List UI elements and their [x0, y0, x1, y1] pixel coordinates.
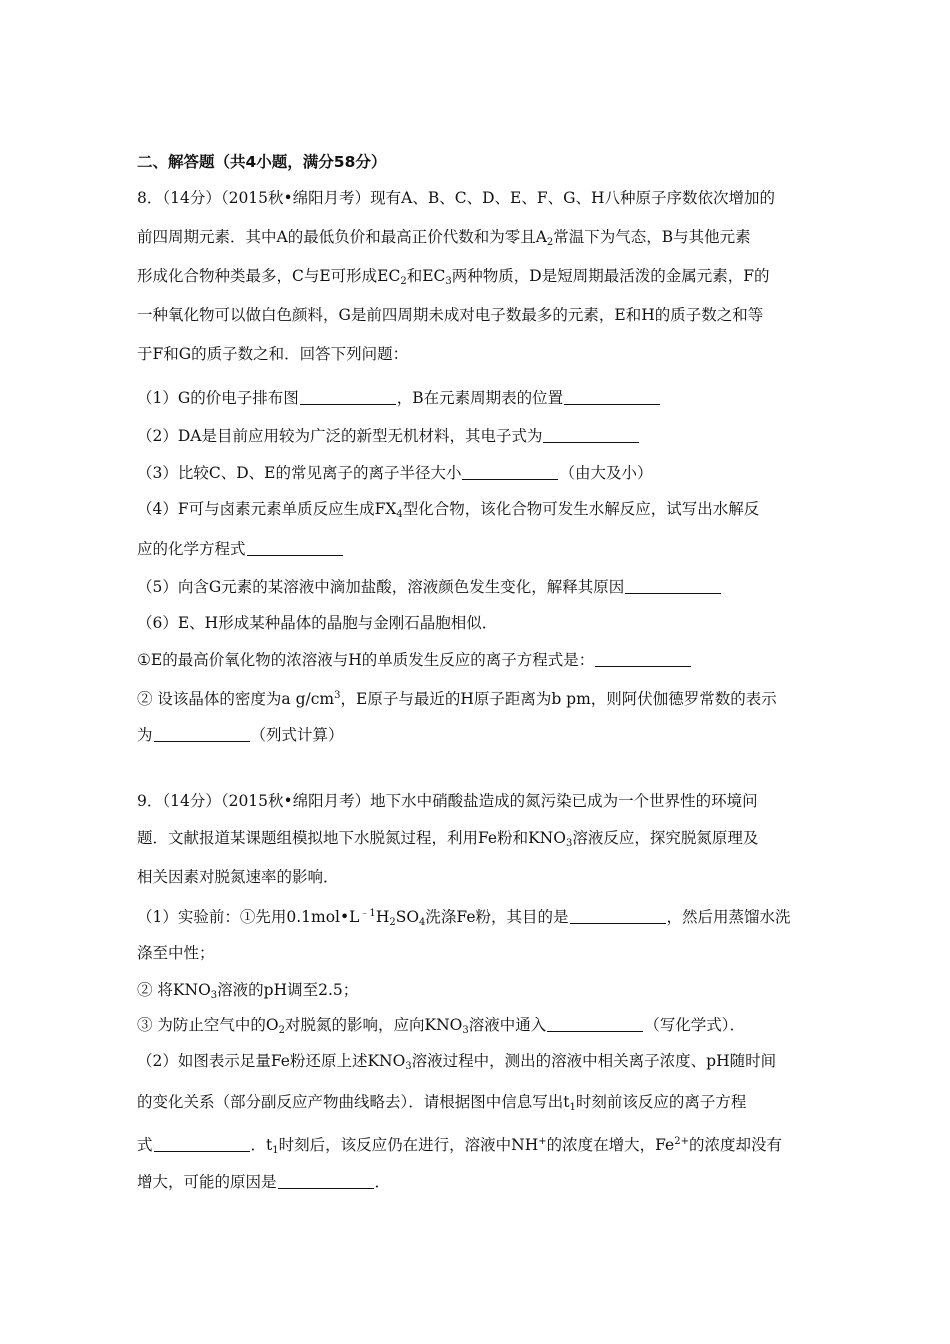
q9-sub-2-cont3 — [137, 1171, 390, 1193]
subscript: 2 — [389, 917, 396, 928]
answer-blank[interactable] — [595, 650, 691, 667]
q8-sub-6-1 — [137, 649, 692, 671]
q9-text: ③ 为防止空气中的O — [137, 1016, 279, 1034]
q8-text: 常温下为气态，B与其他元素 — [553, 228, 751, 246]
subscript: 3 — [210, 990, 218, 1001]
q9-text: H — [375, 908, 390, 926]
q9-sub-1-2 — [137, 979, 358, 1007]
q9-text: 时刻前该反应的离子方程 — [575, 1093, 747, 1111]
q9-text: 式 — [137, 1136, 153, 1154]
q9-text: 时刻后，该反应仍在进行，溶液中NH — [278, 1136, 539, 1154]
subscript: 2 — [400, 276, 407, 287]
answer-blank[interactable] — [462, 463, 558, 480]
q8-line-2 — [137, 226, 751, 254]
answer-blank[interactable] — [543, 426, 639, 443]
q8-text: （2）DA是目前应用较为广泛的新型无机材料，其电子式为 — [137, 427, 543, 445]
q9-sub-1-cont — [137, 942, 215, 964]
q9-text: 对脱氮的影响，应向KNO — [285, 1016, 463, 1034]
q9-text: 9．（14分）（2015秋•绵阳月考）地下水中硝酸盐造成的氮污染已成为一个世界性的环境问 — [137, 792, 758, 810]
subscript: 3 — [462, 1025, 469, 1036]
q9-text: 的变化关系（部分副反应产物曲线略去）．请根据图中信息写出t — [137, 1093, 570, 1111]
q9-text: 增大，可能的原因是 — [137, 1173, 277, 1191]
q9-text: 涤至中性； — [137, 944, 215, 962]
superscript: 3 — [334, 690, 341, 701]
q8-sub-6-2-cont — [137, 724, 344, 746]
q9-text: 题．文献报道某课题组模拟地下水脱氮过程，利用Fe粉和KNO — [137, 829, 566, 847]
q9-text: ② 将KNO — [137, 981, 211, 999]
answer-blank[interactable] — [247, 539, 343, 556]
q8-text: 于F和G的质子数之和．回答下列问题： — [137, 345, 409, 363]
q8-text: （1）G的价电子排布图 — [137, 389, 299, 407]
answer-blank[interactable] — [300, 388, 396, 405]
subscript: 3 — [565, 838, 573, 849]
q9-text: 溶液过程中，测出的溶液中相关离子浓度、pH随时间 — [411, 1052, 777, 1070]
q8-text: 8．（14分）（2015秋•绵阳月考）现有A、B、C、D、E、F、G、H八种原子序数依次增加的 — [137, 189, 776, 207]
q8-text: 前四周期元素．其中A的最低负价和最高正价代数和为零且A — [137, 228, 547, 246]
q8-sub-4-cont — [137, 538, 344, 560]
q8-text: （由大及小） — [559, 464, 653, 482]
answer-blank[interactable] — [564, 388, 660, 405]
subscript: 4 — [396, 509, 403, 520]
subscript: 2 — [278, 1025, 286, 1036]
subscript: 1 — [569, 1102, 576, 1113]
q9-text: SO — [395, 908, 420, 926]
q8-line-5 — [137, 343, 408, 365]
q8-text: 一种氧化物可以做白色颜料，G是前四周期未成对电子数最多的元素，E和H的质子数之和等 — [137, 306, 764, 324]
q9-sub-2-cont — [137, 1091, 746, 1119]
q9-text: ，然后用蒸馏水洗 — [666, 908, 791, 926]
q8-sub-3 — [137, 462, 652, 484]
answer-blank[interactable] — [570, 907, 666, 924]
q8-text: ② 设该晶体的密度为a g/cm — [137, 690, 335, 708]
section-heading: 二、解答题（共4小题，满分58分） — [137, 153, 387, 171]
subscript: 2 — [546, 237, 554, 248]
q9-sub-2-cont2 — [137, 1131, 782, 1162]
subscript: 4 — [419, 917, 426, 928]
q8-text: （5）向含G元素的某溶液中滴加盐酸，溶液颜色发生变化，解释其原因 — [137, 578, 625, 596]
q8-text: ①E的最高价氧化物的浓溶液与H的单质发生反应的离子方程式是： — [137, 651, 595, 669]
q9-text: 的浓度在增大，Fe — [546, 1136, 675, 1154]
answer-blank[interactable] — [547, 1015, 643, 1032]
q9-text: 溶液中通入 — [468, 1016, 547, 1034]
q9-sub-1-3 — [137, 1014, 745, 1042]
q8-text: 和EC — [406, 267, 446, 285]
answer-blank[interactable] — [625, 577, 721, 594]
q8-sub-1 — [137, 387, 661, 409]
q8-line-1 — [137, 187, 775, 209]
q8-text: 形成化合物种类最多，C与E可形成EC — [137, 267, 401, 285]
q8-sub-6 — [137, 612, 497, 634]
subscript: 3 — [445, 276, 452, 287]
q9-text: 的浓度却没有 — [688, 1136, 782, 1154]
subscript: 3 — [405, 1061, 412, 1072]
superscript: 2+ — [674, 1136, 689, 1147]
q8-text: 型化合物，该化合物可发生水解反应，试写出水解反 — [402, 500, 760, 518]
q8-text: ，E原子与最近的H原子距离为b pm，则阿伏伽德罗常数的表示 — [340, 690, 777, 708]
answer-blank[interactable] — [278, 1172, 374, 1189]
q9-sub-2 — [137, 1050, 776, 1078]
q8-text: （4）F可与卤素元素单质反应生成FX — [137, 500, 397, 518]
answer-blank[interactable] — [154, 1135, 250, 1152]
q9-line-1 — [137, 790, 758, 812]
q9-line-3 — [137, 866, 339, 888]
q8-text: 为 — [137, 726, 153, 744]
q8-text: （列式计算） — [250, 726, 344, 744]
q8-sub-6-2 — [137, 685, 777, 710]
q8-line-4 — [137, 304, 763, 326]
q9-text: （写化学式）． — [644, 1016, 746, 1034]
q9-text: 洗涤Fe粉，其目的是 — [425, 908, 569, 926]
superscript: ﹣1 — [359, 908, 376, 919]
q8-text: 应的化学方程式 — [137, 540, 246, 558]
q9-text: 相关因素对脱氮速率的影响． — [137, 868, 339, 886]
q8-text: （6）E、H形成某种晶体的晶胞与金刚石晶胞相似． — [137, 614, 498, 632]
subscript: 1 — [272, 1145, 279, 1156]
q8-sub-2 — [137, 425, 640, 447]
q8-text: 两种物质，D是短周期最活泼的金属元素，F的 — [451, 267, 770, 285]
q8-text: ，B在元素周期表的位置 — [396, 389, 564, 407]
q9-text: 溶液的pH调至2.5； — [217, 981, 359, 999]
q9-text: （1）实验前：①先用0.1mol•L — [137, 908, 360, 926]
q8-sub-4 — [137, 498, 759, 526]
q8-line-3 — [137, 265, 769, 293]
q9-text: 溶液反应，探究脱氮原理及 — [572, 829, 759, 847]
q9-text: ． — [374, 1173, 391, 1191]
q9-text: ．t — [250, 1136, 273, 1154]
q8-text: （3）比较C、D、E的常见离子的离子半径大小 — [137, 464, 462, 482]
answer-blank[interactable] — [154, 725, 250, 742]
q9-line-2 — [137, 827, 758, 855]
q9-sub-1 — [137, 903, 791, 934]
superscript: + — [538, 1136, 547, 1147]
q8-sub-5 — [137, 576, 722, 598]
q9-text: （2）如图表示足量Fe粉还原上述KNO — [137, 1052, 406, 1070]
